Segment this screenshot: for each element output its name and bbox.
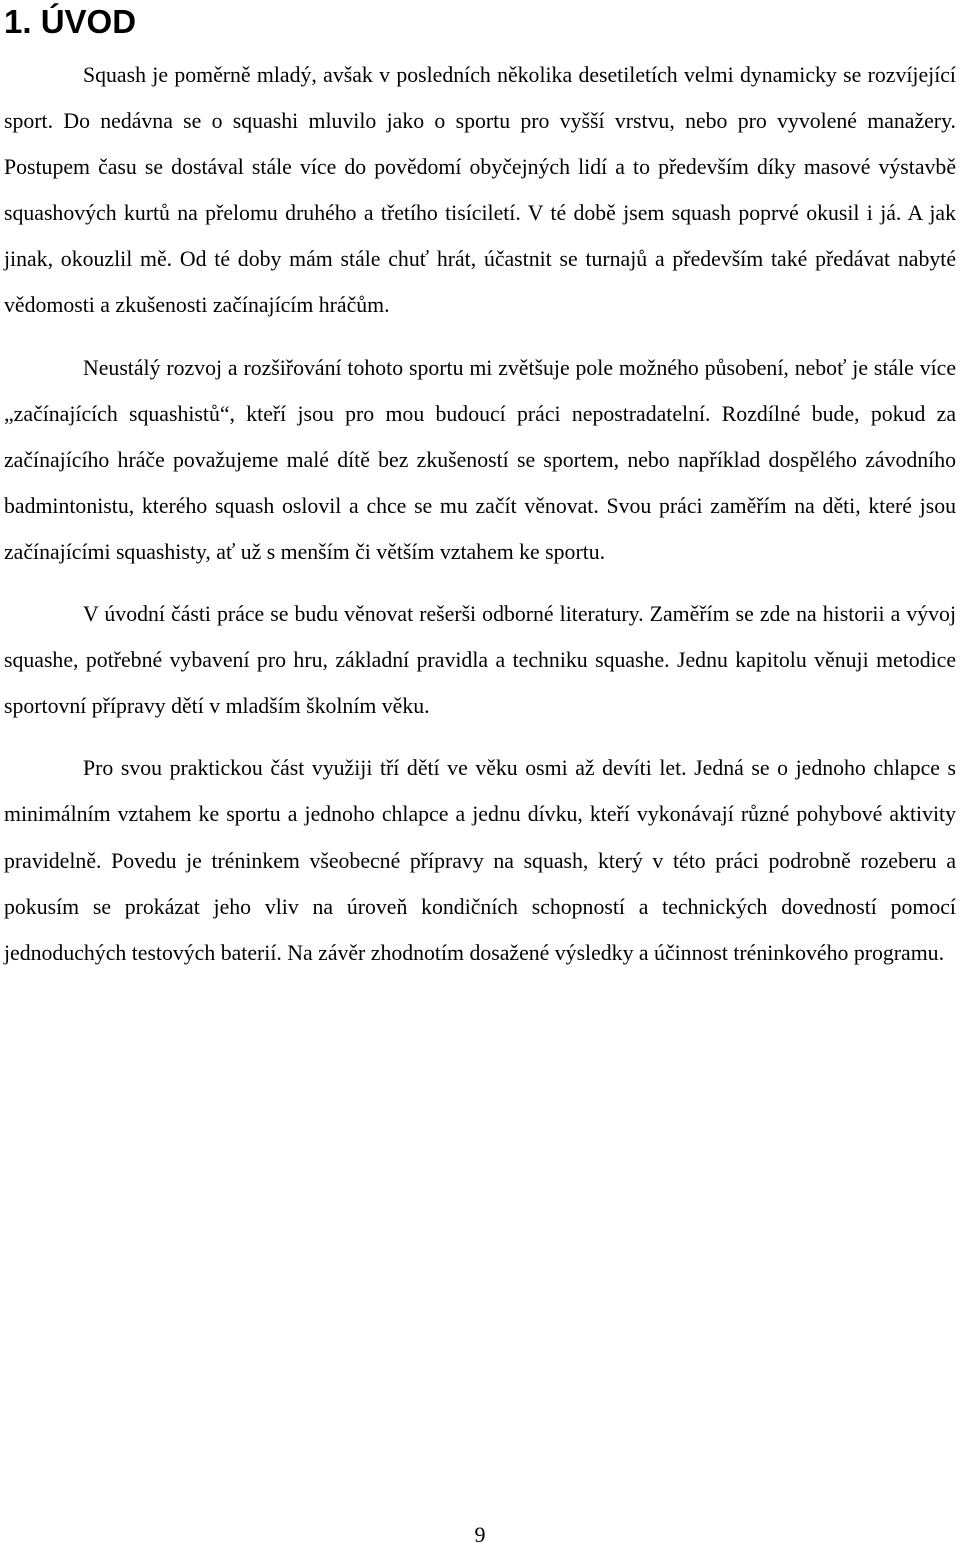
page-number: 9: [474, 1522, 486, 1547]
paragraph-development: Neustálý rozvoj a rozšiřování tohoto sportu mi zvětšuje pole možného působení, neboť je stále více „začínajících squashistů“, kteří jsou pro mou budoucí práci nepostradatelní. Rozdílné bude, pokud za začínajícího hráče považujeme malé dítě bez zkušeností se sportem, nebo například dospělého závodního badmintonistu, kterého squash oslovil a chce se mu začít věnovat. Svou práci zaměřím na děti, které jsou začínajícími squashisty, ať už s menším či větším vztahem ke sportu.: [4, 355, 956, 564]
chapter-heading: 1. ÚVOD: [4, 3, 137, 40]
paragraph-intro: Squash je poměrně mladý, avšak v posledních několika desetiletích velmi dynamicky se rozvíjející sport. Do nedávna se o squashi mluvilo jako o sportu pro vyšší vrstvu, nebo pro vyvolené manažery. Postupem času se dostával stále více do povědomí obyčejných lidí a to především díky masové výstavbě squashových kurtů na přelomu druhého a třetího tisíciletí. V té době jsem squash poprvé okusil i já. A jak jinak, okouzlil mě. Od té doby mám stále chuť hrát, účastnit se turnajů a především také předávat nabyté vědomosti a zkušenosti začínajícím hráčům.: [4, 63, 956, 318]
chapter-body: [4, 52, 956, 992]
paragraph-practical-outline: Pro svou praktickou část využiji tří dětí ve věku osmi až devíti let. Jedná se o jednoho chlapce s minimálním vztahem ke sportu a jednoho chlapce a jednu dívku, kteří vykonávají různé pohybové aktivity pravidelně. Povedu je tréninkem všeobecné přípravy na squash, který v této práci podrobně rozeberu a pokusím se prokázat jeho vliv na úroveň kondičních schopností a technických dovedností pomocí jednoduchých testových baterií. Na závěr zhodnotím dosažené výsledky a účinnost tréninkového programu.: [4, 756, 956, 965]
paragraph-theory-outline: V úvodní části práce se budu věnovat rešerši odborné literatury. Zaměřím se zde na historii a vývoj squashe, potřebné vybavení pro hru, základní pravidla a techniku squashe. Jednu kapitolu věnuji metodice sportovní přípravy dětí v mladším školním věku.: [4, 602, 956, 719]
